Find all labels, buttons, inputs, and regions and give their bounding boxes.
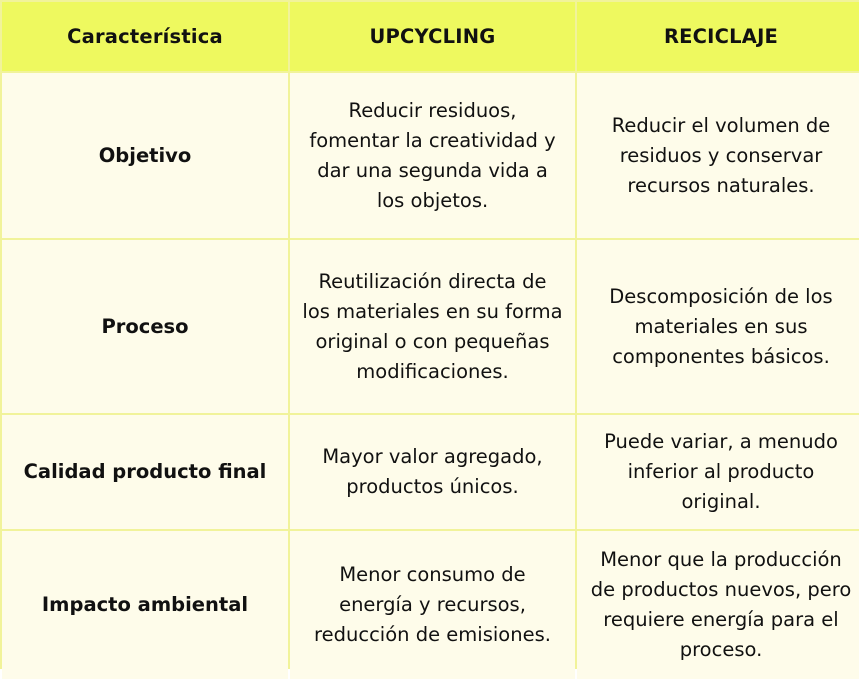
cell-proceso-upcycling: Reutilización directa de los materiales en su forma original o con pequeñas modificaciones. [290, 240, 575, 413]
cell-impacto-upcycling: Menor consumo de energía y recursos, reducción de emisiones. [290, 531, 575, 679]
row-label-calidad: Calidad producto final [2, 415, 288, 529]
cell-objetivo-reciclaje: Reducir el volumen de residuos y conservar recursos naturales. [577, 73, 859, 238]
row-label-objetivo: Objetivo [2, 73, 288, 238]
row-label-impacto: Impacto ambiental [2, 531, 288, 679]
cell-proceso-reciclaje: Descomposición de los materiales en sus componentes básicos. [577, 240, 859, 413]
cell-calidad-upcycling: Mayor valor agregado, productos únicos. [290, 415, 575, 529]
cell-objetivo-upcycling: Reducir residuos, fomentar la creatividad y dar una segunda vida a los objetos. [290, 73, 575, 238]
header-upcycling: UPCYCLING [290, 2, 575, 71]
cell-impacto-reciclaje: Menor que la producción de productos nuevos, pero requiere energía para el proceso. [577, 531, 859, 679]
header-reciclaje: RECICLAJE [577, 2, 859, 71]
header-caracteristica: Característica [2, 2, 288, 71]
row-label-proceso: Proceso [2, 240, 288, 413]
cell-calidad-reciclaje: Puede variar, a menudo inferior al producto original. [577, 415, 859, 529]
